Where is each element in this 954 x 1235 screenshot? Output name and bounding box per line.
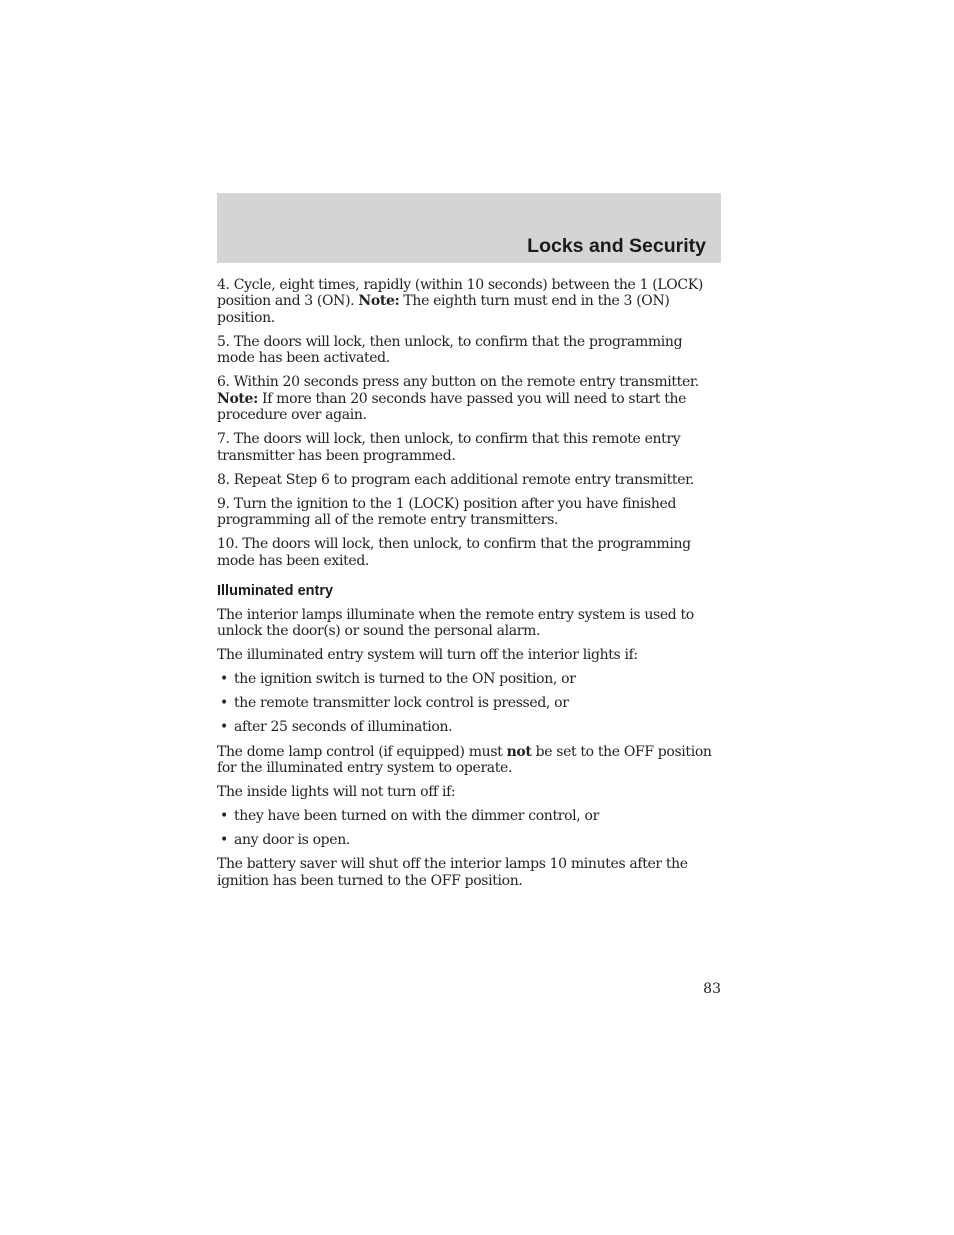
list-item (217, 808, 721, 824)
note-label: Note: (217, 390, 258, 407)
list-item (217, 671, 721, 687)
step-text-cont: The eighth turn must end in the 3 (ON) position. (217, 293, 670, 326)
illuminated-entry-heading: Illuminated entry (217, 583, 334, 600)
emphasis-not: not (506, 743, 532, 760)
step-text: 8. Repeat Step 6 to program each additional remote entry transmitter. (217, 471, 695, 488)
note-label: Note: (358, 293, 400, 310)
step-text: 5. The doors will lock, then unlock, to confirm that the programming mode has been activated. (217, 333, 683, 367)
section-header (217, 193, 721, 263)
bullet-icon: • (220, 808, 228, 825)
step-text: 10. The doors will lock, then unlock, to confirm that the programming mode has been exited. (217, 536, 691, 569)
step-4 (217, 277, 721, 326)
list-item-text: any door is open. (234, 832, 350, 849)
bullet-icon: • (220, 695, 228, 712)
list-item (217, 695, 721, 711)
step-text: 4. Cycle, eight times, rapidly (within 10 seconds) between the 1 (LOCK) position and 3 (ON). (217, 277, 704, 310)
step-5 (217, 334, 721, 367)
list-item-text: after 25 seconds of illumination. (234, 719, 453, 736)
list-item-text: the remote transmitter lock control is pressed, or (234, 695, 569, 712)
section-title: Locks and Security (527, 235, 706, 257)
list-item (217, 832, 721, 848)
step-8 (217, 472, 721, 488)
turn-off-intro: The illuminated entry system will turn off the interior lights if: (217, 647, 638, 664)
list-item (217, 719, 721, 735)
bullet-icon: • (220, 719, 228, 736)
step-9 (217, 496, 721, 529)
dome-text-cont: be set to the OFF position for the illuminated entry system to operate. (217, 743, 712, 776)
step-7 (217, 431, 721, 464)
page-number: 83 (703, 981, 721, 997)
step-10 (217, 536, 721, 569)
bullet-icon: • (220, 671, 228, 688)
dome-text: The dome lamp control (if equipped) must (217, 743, 507, 760)
list-item-text: they have been turned on with the dimmer control, or (234, 808, 599, 825)
step-text: 6. Within 20 seconds press any button on the remote entry transmitter. (217, 374, 699, 391)
dome-lamp-note (217, 744, 721, 777)
illuminated-entry-intro: The interior lamps illuminate when the remote entry system is used to unlock the door(s) or sound the personal alarm. (217, 606, 694, 640)
page-content (217, 277, 721, 897)
bullet-icon: • (220, 832, 228, 849)
step-6 (217, 374, 721, 423)
battery-saver-note: The battery saver will shut off the interior lamps 10 minutes after the ignition has been turned to the OFF position. (217, 856, 688, 889)
not-off-intro: The inside lights will not turn off if: (217, 784, 456, 800)
list-item-text: the ignition switch is turned to the ON position, or (234, 671, 576, 688)
step-text: 7. The doors will lock, then unlock, to confirm that this remote entry transmitter has been programmed. (217, 431, 681, 464)
step-text: 9. Turn the ignition to the 1 (LOCK) position after you have finished programming all of the remote entry transmitters. (217, 495, 677, 529)
step-text-cont: If more than 20 seconds have passed you will need to start the procedure over again. (217, 390, 687, 424)
